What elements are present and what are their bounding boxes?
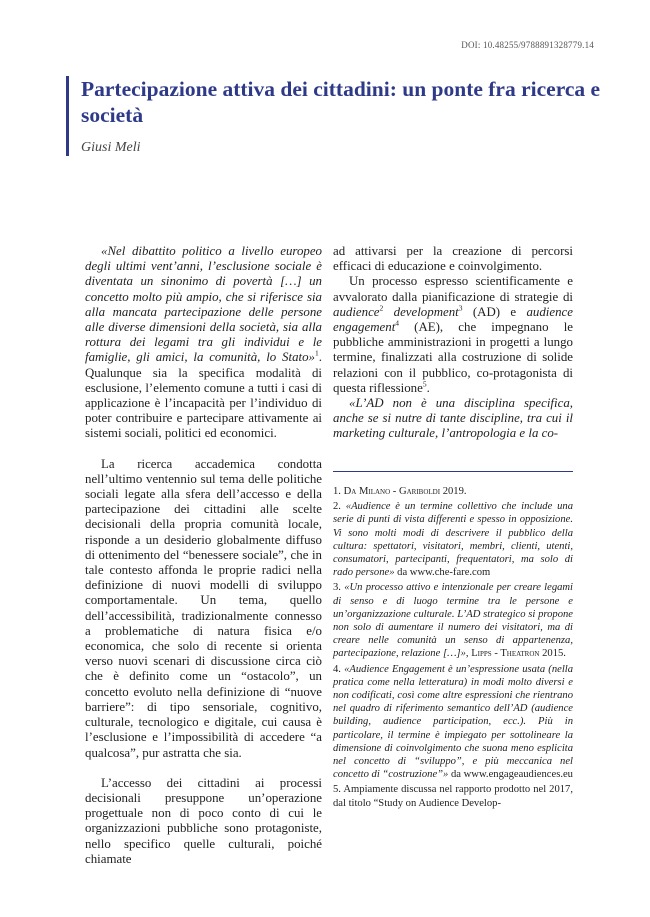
- footnote-authors: Lipps - Theatron: [471, 648, 540, 660]
- left-column: [85, 244, 322, 867]
- paragraph-process: [333, 274, 573, 396]
- footnote-number: 2.: [333, 501, 346, 513]
- footnote-quote: «Audience Engagement è un’espressione usata (nella pratica come nella letteratura) in modi molto diversi e non codificati, così come altre espressioni che rientrano nel quadro di riferimento semantico dell’AD (audience building, audience participation, ecc.). Più in particolare, il termine è impiegato per sottolineare la dimensione di coinvolgimento che suona meno esplicita nel concetto di “sviluppo”, e più meccanica nel concetto di “costruzione”»: [333, 663, 573, 781]
- footnote-number: 4.: [333, 663, 345, 675]
- footnote-separator: ,: [465, 648, 472, 660]
- paragraph-text: . Qualunque sia la specifica modalità di esclusione, l’elemento comune a tutti i casi di applicazione è l’incapacità per l’individuo di poter contribuire e partecipare attivamente ai sistemi sociali, politici ed economici.: [85, 350, 322, 441]
- footnote-1: [333, 485, 573, 498]
- paragraph-ad-quote: «L’AD non è una disciplina specifica, anche se si nutre di tante discipline, tra cui il marketing culturale, l’antropologia e la co-: [333, 396, 573, 441]
- footnote-ref: 1: [315, 349, 319, 359]
- footnote-ref: 4: [395, 318, 400, 328]
- footnote-5: [333, 783, 573, 809]
- footnote-quote: «Un processo attivo e intenzionale per creare legami di senso e di luogo termine tra le persone e un’organizzazione culturale. L’AD strategico si propone non solo di aumentare il numero dei visitatori, ma di creare nelle comunità un senso di appartenenza, partecipazione, relazione […]»: [333, 582, 574, 660]
- footnote-text: Ampiamente discussa nel rapporto prodotto nel 2017, dal titolo “Study on Audience Develop-: [333, 784, 573, 809]
- paragraph-text: (AD) e: [462, 304, 527, 319]
- footnotes: [333, 485, 573, 812]
- term-development: development: [383, 304, 459, 319]
- footnote-quote: «Audience è un termine collettivo che include una serie di punti di vista differenti e spesso in opposizione. Vi sono molti modi di descrivere il pubblico della cultura: spettatori, visitatori, membri, clienti, utenti, consumatori, partecipanti, frequentatori, ma solo di rado persone»: [333, 501, 574, 579]
- paragraph-continued: ad attivarsi per la creazione di percorsi efficaci di educazione e coinvolgimento.: [333, 244, 573, 274]
- title-block: [66, 76, 601, 156]
- footnote-source: da www.engageaudiences.eu: [448, 769, 573, 781]
- footnote-ref: 2: [379, 303, 384, 313]
- paragraph-text: Un processo espresso scientificamente e avvalorato dalla pianificazione di strategie di: [333, 274, 573, 304]
- footnote-3: [333, 581, 573, 660]
- quote-text: «Nel dibattito politico a livello europeo degli ultimi vent’anni, l’esclusione sociale è diventata un sinonimo di povertà […] un concetto molto più ampio, che si riferisce sia alla mancata partecipazione delle persone alle diverse dimensioni della società, sia alla rottura dei legami tra gli individui e le famiglie, gli amici, la comunità, lo Stato»: [85, 244, 322, 365]
- doi-label: DOI: 10.48255/9788891328779.14: [461, 40, 594, 50]
- footnote-number: 3.: [333, 582, 345, 594]
- footnote-authors: Da Milano - Gariboldi: [343, 486, 441, 497]
- footnote-number: 1.: [333, 486, 344, 497]
- footnote-2: [333, 500, 573, 579]
- footnote-source: da www.che-fare.com: [394, 567, 491, 579]
- right-column: [333, 244, 573, 442]
- footnote-number: 5.: [333, 784, 344, 796]
- paragraph-quote: [85, 244, 322, 442]
- paragraph-text: (AE), che impegnano le pubbliche amministrazioni in progetti a lungo termine, finalizzati alla costruzione di solide relazioni con il pubblico, co-protagonista di questa riflessione: [333, 320, 573, 395]
- footnote-ref: 3: [458, 303, 463, 313]
- paragraph-access: L’accesso dei cittadini ai processi decisionali presuppone un’operazione progettuale non di poco conto di cui le organizzazioni pubbliche sono protagoniste, nello specifico quelle culturali, poiché chiamate: [85, 775, 322, 866]
- footnote-divider: [333, 471, 573, 472]
- article-title: Partecipazione attiva dei cittadini: un ponte fra ricerca e società: [81, 77, 601, 127]
- term-audience: audience: [333, 304, 380, 319]
- footnote-4: [333, 663, 573, 782]
- paragraph-research: La ricerca accademica condotta nell’ultimo ventennio sul tema delle politiche sociali legate alla sfera dell’accesso e della partecipazione dei cittadini alle scelte decisionali della propria comunità locale, risponde a un desiderio globalmente diffuso di ottenimento del “benessere sociale”, che in tale contesto affonda le proprie radici nella definizione di nuovi modelli di sviluppo comportamentale. Un tema, quello dell’accessibilità, tradizionalmente connesso a problematiche di natura fisica e/o economica, che solo di recente si orienta verso nuovi scenari di discussione circa ciò che è definito come un “ostacolo”, un concetto evoluto nella definizione di “nuove barriere”: di tipo sensoriale, cognitivo, culturale, tecnologico e digitale, cui causa è l’esclusione e l’impossibilità di accedere “a qualcosa”, pur astratta che sia.: [85, 456, 322, 760]
- term-engagement: audience engagement: [333, 304, 573, 335]
- footnote-year: 2019.: [440, 486, 467, 497]
- footnote-year: 2015.: [539, 648, 566, 660]
- footnote-ref: 5: [422, 379, 427, 389]
- paragraph-text: .: [426, 380, 430, 395]
- article-author: Giusi Meli: [81, 140, 141, 155]
